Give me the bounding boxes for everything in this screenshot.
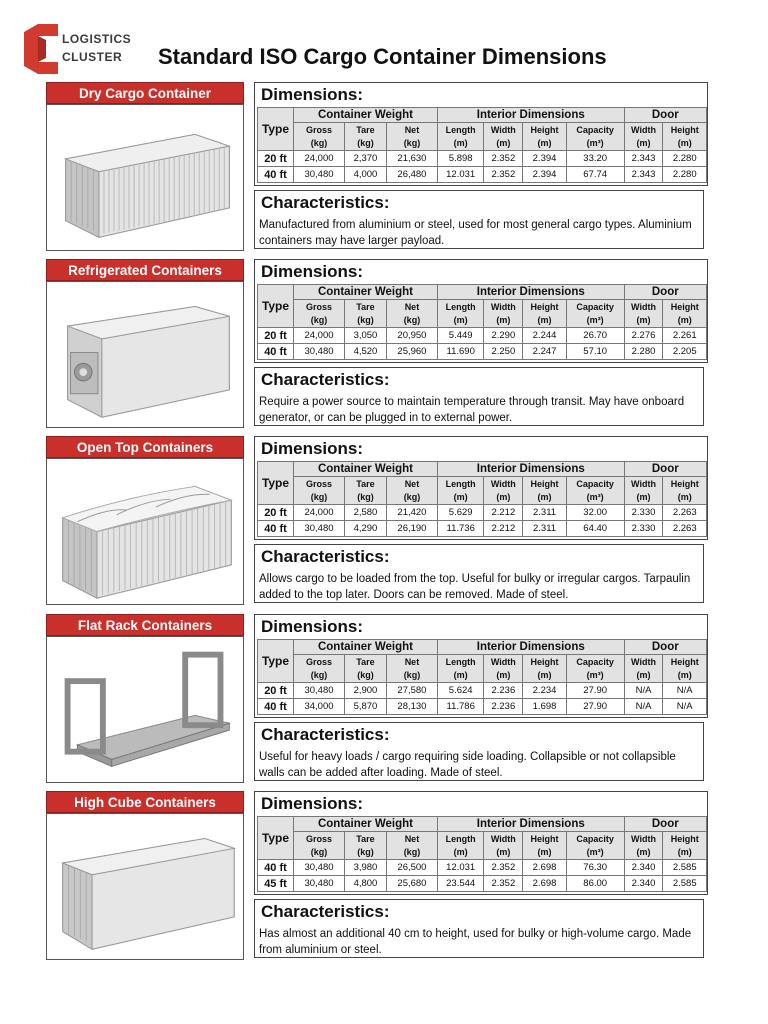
table-cell: 2.340 <box>624 876 663 892</box>
table-cell: 2.212 <box>484 505 523 521</box>
col-type-header: Type <box>258 108 294 151</box>
col-group-interior: Interior Dimensions <box>437 640 624 655</box>
row-type-cell: 20 ft <box>258 505 294 521</box>
table-cell: 26,500 <box>386 860 437 876</box>
characteristics-panel <box>254 190 704 249</box>
refrigerated-container-image <box>46 281 244 428</box>
table-cell: 2.394 <box>523 167 566 183</box>
col-group-interior: Interior Dimensions <box>437 285 624 300</box>
table-cell: 2.212 <box>484 521 523 537</box>
table-cell: 27.90 <box>566 699 624 715</box>
table-cell: 30,480 <box>294 876 345 892</box>
table-cell: 2.250 <box>484 344 523 360</box>
col-header-width: Width (m) <box>484 832 523 860</box>
table-cell: 30,480 <box>294 167 345 183</box>
col-header-gross: Gross (kg) <box>294 477 345 505</box>
row-type-cell: 40 ft <box>258 699 294 715</box>
characteristics-text: Has almost an additional 40 cm to height, used for bulky or high-volume cargo. Made from aluminium or steel. <box>259 928 692 956</box>
dimensions-table <box>257 284 707 360</box>
col-group-interior: Interior Dimensions <box>437 462 624 477</box>
table-cell: 4,000 <box>344 167 386 183</box>
table-cell: 2.290 <box>484 328 523 344</box>
table-cell: N/A <box>624 699 663 715</box>
table-cell: 2.698 <box>523 876 566 892</box>
col-group-door: Door <box>624 285 706 300</box>
table-cell: 24,000 <box>294 505 345 521</box>
table-cell: 2.394 <box>523 151 566 167</box>
table-cell: 21,420 <box>386 505 437 521</box>
table-cell: 2,900 <box>344 683 386 699</box>
table-cell: 2.261 <box>663 328 707 344</box>
characteristics-heading: Characteristics: <box>261 193 390 212</box>
table-cell: 5.624 <box>437 683 483 699</box>
table-cell: 30,480 <box>294 683 345 699</box>
table-cell: 2.352 <box>484 167 523 183</box>
table-row <box>258 167 707 183</box>
table-cell: 2.698 <box>523 860 566 876</box>
table-cell: 2.352 <box>484 860 523 876</box>
table-row <box>258 344 707 360</box>
col-group-weight: Container Weight <box>294 285 438 300</box>
col-header-door-width: Width (m) <box>624 300 663 328</box>
table-cell: N/A <box>663 683 707 699</box>
col-header-length: Length (m) <box>437 832 483 860</box>
table-cell: 11.786 <box>437 699 483 715</box>
col-group-weight: Container Weight <box>294 817 438 832</box>
table-cell: 2.352 <box>484 876 523 892</box>
row-type-cell: 20 ft <box>258 683 294 699</box>
section-dry-cargo-container <box>46 82 710 254</box>
table-cell: 30,480 <box>294 521 345 537</box>
table-cell: 27.90 <box>566 683 624 699</box>
col-header-door-height: Height (m) <box>663 123 707 151</box>
flat-rack-container-icon <box>47 637 245 784</box>
table-cell: 2.276 <box>624 328 663 344</box>
col-header-net: Net (kg) <box>386 655 437 683</box>
col-group-door: Door <box>624 108 706 123</box>
table-cell: 2.311 <box>523 505 566 521</box>
row-type-cell: 40 ft <box>258 167 294 183</box>
dimensions-heading: Dimensions: <box>261 794 364 813</box>
col-header-width: Width (m) <box>484 300 523 328</box>
col-header-length: Length (m) <box>437 300 483 328</box>
table-cell: 2.585 <box>663 876 707 892</box>
dimensions-table <box>257 816 707 892</box>
col-group-door: Door <box>624 817 706 832</box>
table-cell: 2.311 <box>523 521 566 537</box>
dimensions-panel <box>254 82 708 186</box>
open-top-container-icon <box>47 459 245 606</box>
characteristics-text: Allows cargo to be loaded from the top. Useful for bulky or irregular cargos. Tarpaulin added to the top later. Doors can be removed. Made of steel. <box>259 573 691 601</box>
table-cell: 2.280 <box>663 167 707 183</box>
table-cell: 30,480 <box>294 344 345 360</box>
characteristics-heading: Characteristics: <box>261 547 390 566</box>
characteristics-heading: Characteristics: <box>261 902 390 921</box>
col-header-width: Width (m) <box>484 477 523 505</box>
dry-cargo-container-image <box>46 104 244 251</box>
table-cell: 27,580 <box>386 683 437 699</box>
characteristics-panel <box>254 544 704 603</box>
table-cell: 86.00 <box>566 876 624 892</box>
col-group-interior: Interior Dimensions <box>437 108 624 123</box>
table-cell: 3,050 <box>344 328 386 344</box>
table-cell: 5,870 <box>344 699 386 715</box>
row-type-cell: 45 ft <box>258 876 294 892</box>
table-cell: 1.698 <box>523 699 566 715</box>
table-cell: 2.205 <box>663 344 707 360</box>
characteristics-panel <box>254 722 704 781</box>
table-cell: 20,950 <box>386 328 437 344</box>
col-group-weight: Container Weight <box>294 462 438 477</box>
row-type-cell: 20 ft <box>258 328 294 344</box>
row-type-cell: 40 ft <box>258 521 294 537</box>
characteristics-heading: Characteristics: <box>261 370 390 389</box>
table-cell: 5.449 <box>437 328 483 344</box>
table-cell: 2.280 <box>663 151 707 167</box>
container-type-label: Dry Cargo Container <box>46 82 244 104</box>
table-row <box>258 505 707 521</box>
col-group-weight: Container Weight <box>294 108 438 123</box>
table-cell: 2.340 <box>624 860 663 876</box>
col-header-capacity: Capacity (m³) <box>566 123 624 151</box>
col-header-door-height: Height (m) <box>663 655 707 683</box>
table-cell: 2.352 <box>484 151 523 167</box>
dry-cargo-container-icon <box>47 105 245 252</box>
dimensions-panel <box>254 614 708 718</box>
col-header-door-height: Height (m) <box>663 300 707 328</box>
col-group-door: Door <box>624 462 706 477</box>
characteristics-text: Useful for heavy loads / cargo requiring side loading. Collapsible or not collapsible walls can be added after loading. Made of steel. <box>259 751 676 779</box>
table-cell: 2,580 <box>344 505 386 521</box>
open-top-container-image <box>46 458 244 605</box>
section-flat-rack-container <box>46 614 710 786</box>
section-high-cube-container <box>46 791 710 963</box>
table-cell: 4,290 <box>344 521 386 537</box>
characteristics-panel <box>254 367 704 426</box>
col-header-length: Length (m) <box>437 655 483 683</box>
table-cell: 26,480 <box>386 167 437 183</box>
table-cell: 11.736 <box>437 521 483 537</box>
table-cell: 28,130 <box>386 699 437 715</box>
logo-text-line1: LOGISTICS <box>62 32 132 46</box>
table-row <box>258 876 707 892</box>
table-cell: 24,000 <box>294 328 345 344</box>
col-header-capacity: Capacity (m³) <box>566 477 624 505</box>
table-cell: 2.585 <box>663 860 707 876</box>
table-cell: 67.74 <box>566 167 624 183</box>
table-cell: 21,630 <box>386 151 437 167</box>
table-cell: 4,520 <box>344 344 386 360</box>
table-cell: 2.343 <box>624 151 663 167</box>
col-type-header: Type <box>258 817 294 860</box>
table-cell: 12.031 <box>437 860 483 876</box>
container-type-label: Open Top Containers <box>46 436 244 458</box>
col-header-tare: Tare (kg) <box>344 655 386 683</box>
logistics-cluster-logo <box>24 24 132 74</box>
table-row <box>258 328 707 344</box>
col-header-gross: Gross (kg) <box>294 832 345 860</box>
container-type-label: Refrigerated Containers <box>46 259 244 281</box>
col-header-length: Length (m) <box>437 123 483 151</box>
table-cell: 2.263 <box>663 505 707 521</box>
col-type-header: Type <box>258 640 294 683</box>
col-group-interior: Interior Dimensions <box>437 817 624 832</box>
table-cell: 11.690 <box>437 344 483 360</box>
table-cell: 2.236 <box>484 683 523 699</box>
table-cell: 76.30 <box>566 860 624 876</box>
col-header-height: Height (m) <box>523 832 566 860</box>
dimensions-panel <box>254 436 708 540</box>
row-type-cell: 40 ft <box>258 344 294 360</box>
table-cell: 12.031 <box>437 167 483 183</box>
col-header-door-width: Width (m) <box>624 477 663 505</box>
col-header-gross: Gross (kg) <box>294 300 345 328</box>
dimensions-panel <box>254 259 708 363</box>
table-cell: 25,680 <box>386 876 437 892</box>
container-type-label: Flat Rack Containers <box>46 614 244 636</box>
col-header-net: Net (kg) <box>386 300 437 328</box>
section-open-top-container <box>46 436 710 608</box>
table-cell: 3,980 <box>344 860 386 876</box>
row-type-cell: 20 ft <box>258 151 294 167</box>
col-header-capacity: Capacity (m³) <box>566 300 624 328</box>
col-header-door-width: Width (m) <box>624 655 663 683</box>
col-header-capacity: Capacity (m³) <box>566 832 624 860</box>
col-header-gross: Gross (kg) <box>294 655 345 683</box>
col-header-net: Net (kg) <box>386 123 437 151</box>
high-cube-container-image <box>46 813 244 960</box>
col-header-door-height: Height (m) <box>663 832 707 860</box>
table-cell: 2.244 <box>523 328 566 344</box>
table-cell: 2.330 <box>624 505 663 521</box>
table-cell: N/A <box>663 699 707 715</box>
table-cell: 33.20 <box>566 151 624 167</box>
col-header-tare: Tare (kg) <box>344 300 386 328</box>
table-cell: 2,370 <box>344 151 386 167</box>
col-header-height: Height (m) <box>523 477 566 505</box>
table-cell: 32.00 <box>566 505 624 521</box>
characteristics-heading: Characteristics: <box>261 725 390 744</box>
table-cell: 2.236 <box>484 699 523 715</box>
dimensions-table <box>257 107 707 183</box>
dimensions-table <box>257 639 707 715</box>
table-cell: 64.40 <box>566 521 624 537</box>
dimensions-heading: Dimensions: <box>261 439 364 458</box>
table-cell: 2.330 <box>624 521 663 537</box>
logo-mark-icon <box>24 24 60 74</box>
col-group-door: Door <box>624 640 706 655</box>
table-cell: 5.898 <box>437 151 483 167</box>
table-cell: 2.234 <box>523 683 566 699</box>
dimensions-heading: Dimensions: <box>261 262 364 281</box>
col-type-header: Type <box>258 462 294 505</box>
table-cell: 23.544 <box>437 876 483 892</box>
col-header-net: Net (kg) <box>386 477 437 505</box>
col-header-capacity: Capacity (m³) <box>566 655 624 683</box>
logo-text-line2: CLUSTER <box>62 50 123 64</box>
col-header-tare: Tare (kg) <box>344 832 386 860</box>
col-header-door-width: Width (m) <box>624 123 663 151</box>
table-cell: N/A <box>624 683 663 699</box>
col-header-height: Height (m) <box>523 655 566 683</box>
dimensions-table <box>257 461 707 537</box>
dimensions-panel <box>254 791 708 895</box>
col-group-weight: Container Weight <box>294 640 438 655</box>
dimensions-heading: Dimensions: <box>261 617 364 636</box>
table-cell: 26.70 <box>566 328 624 344</box>
table-cell: 2.247 <box>523 344 566 360</box>
col-header-tare: Tare (kg) <box>344 477 386 505</box>
page-title: Standard ISO Cargo Container Dimensions <box>158 44 607 69</box>
col-type-header: Type <box>258 285 294 328</box>
characteristics-text: Require a power source to maintain temperature through transit. May have onboard generator, or can be plugged in to external power. <box>259 396 685 424</box>
col-header-height: Height (m) <box>523 123 566 151</box>
col-header-gross: Gross (kg) <box>294 123 345 151</box>
section-refrigerated-container <box>46 259 710 431</box>
col-header-door-width: Width (m) <box>624 832 663 860</box>
col-header-door-height: Height (m) <box>663 477 707 505</box>
col-header-width: Width (m) <box>484 655 523 683</box>
characteristics-text: Manufactured from aluminium or steel, used for most general cargo types. Aluminium containers may have larger payload. <box>259 219 692 247</box>
table-cell: 2.343 <box>624 167 663 183</box>
characteristics-panel <box>254 899 704 958</box>
col-header-length: Length (m) <box>437 477 483 505</box>
table-cell: 57.10 <box>566 344 624 360</box>
table-cell: 4,800 <box>344 876 386 892</box>
col-header-width: Width (m) <box>484 123 523 151</box>
table-row <box>258 151 707 167</box>
refrigerated-container-icon <box>47 282 245 429</box>
high-cube-container-icon <box>47 814 245 961</box>
table-row <box>258 521 707 537</box>
table-cell: 25,960 <box>386 344 437 360</box>
table-cell: 30,480 <box>294 860 345 876</box>
table-cell: 34,000 <box>294 699 345 715</box>
table-cell: 5.629 <box>437 505 483 521</box>
table-row <box>258 699 707 715</box>
container-type-label: High Cube Containers <box>46 791 244 813</box>
table-row <box>258 860 707 876</box>
col-header-tare: Tare (kg) <box>344 123 386 151</box>
table-cell: 2.263 <box>663 521 707 537</box>
table-cell: 24,000 <box>294 151 345 167</box>
col-header-height: Height (m) <box>523 300 566 328</box>
table-cell: 26,190 <box>386 521 437 537</box>
table-row <box>258 683 707 699</box>
dimensions-heading: Dimensions: <box>261 85 364 104</box>
col-header-net: Net (kg) <box>386 832 437 860</box>
row-type-cell: 40 ft <box>258 860 294 876</box>
flat-rack-container-image <box>46 636 244 783</box>
table-cell: 2.280 <box>624 344 663 360</box>
